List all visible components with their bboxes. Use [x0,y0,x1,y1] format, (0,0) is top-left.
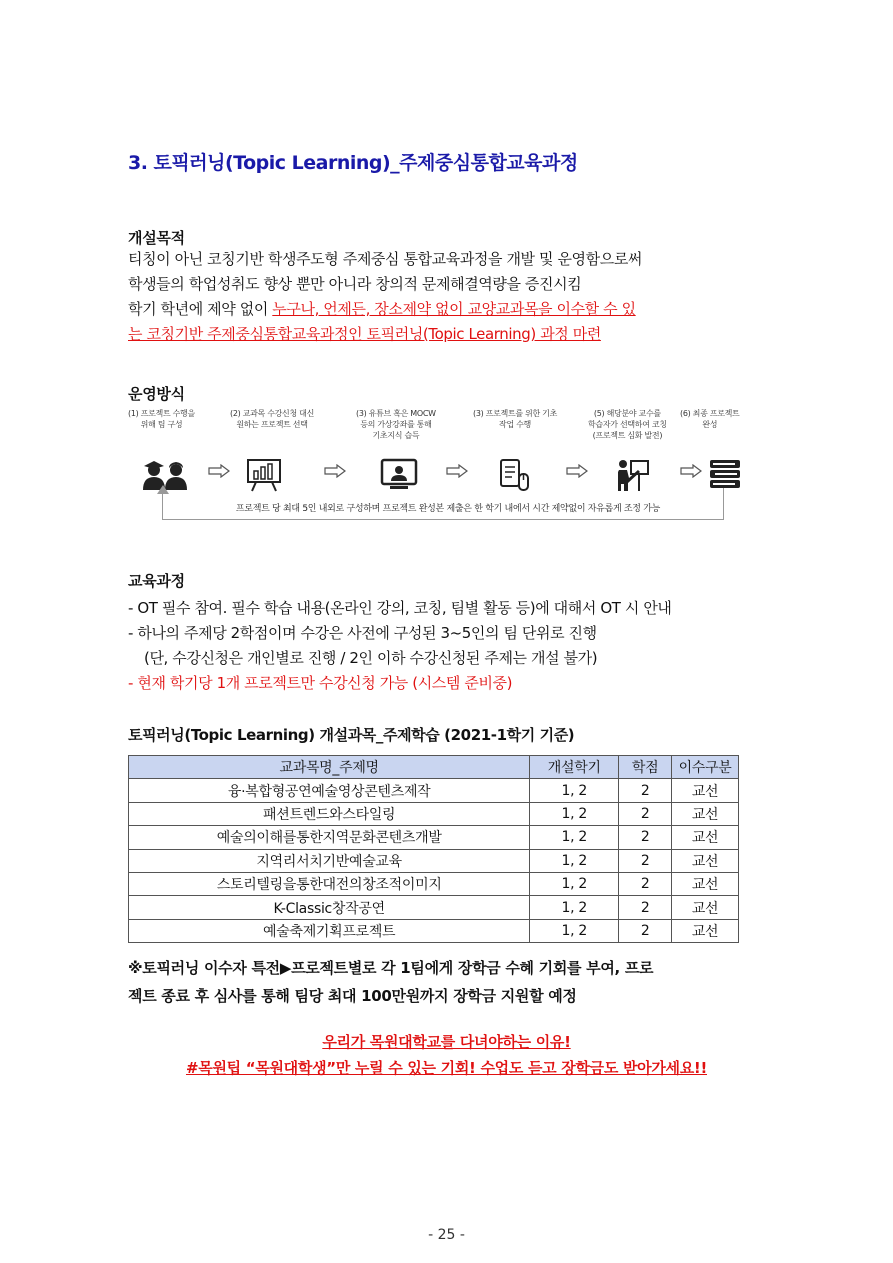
online-lecture-icon [380,458,418,490]
category: 교선 [672,872,739,895]
flow-step-1-line-1: (1) 프로젝트 수행을 [128,409,195,418]
course-table [128,755,739,943]
purpose-line-3-plain: 학기 학년에 제약 없이 [128,300,273,318]
scholarship-note-line-1: ※토픽러닝 이수자 특전▶프로젝트별로 각 1팀에게 장학금 수혜 기회를 부여, 프로 [128,959,654,977]
operation-heading: 운영방식 [128,385,185,403]
course-name: K-Classic창작공연 [129,896,530,919]
credits: 2 [619,896,672,919]
curriculum-item-1: - OT 필수 참여. 필수 학습 내용(온라인 강의, 코칭, 팀별 활동 등)에 대해서 OT 시 안내 [128,599,672,617]
flow-step-1 [128,408,195,430]
course-name: 예술의이해를통한지역문화콘텐츠개발 [129,826,530,849]
flow-step-4 [473,408,557,430]
curriculum-list [128,596,768,696]
semester: 1, 2 [530,872,619,895]
credits: 2 [619,849,672,872]
category: 교선 [672,849,739,872]
scholarship-note-line-2: 젝트 종료 후 심사를 통해 팀당 최대 100만원까지 장학금 지원할 예정 [128,987,577,1005]
table-title: 토픽러닝(Topic Learning) 개설과목_주제학습 (2021-1학기 기준) [128,726,575,744]
semester: 1, 2 [530,896,619,919]
category: 교선 [672,826,739,849]
flow-step-3-line-2: 등의 가상강좌를 통해 [360,420,432,429]
credits: 2 [619,872,672,895]
table-row [129,826,739,849]
table-row [129,872,739,895]
flow-step-2-line-1: (2) 교과목 수강신청 대신 [230,409,315,418]
notebook-icon [498,458,530,492]
loop-arrow-up-icon [157,485,169,495]
flow-step-2-line-2: 원하는 프로젝트 선택 [236,420,308,429]
purpose-line-1: 티칭이 아닌 코칭기반 학생주도형 주제중심 통합교육과정을 개발 및 운영함으로써 [128,250,643,268]
arrow-right-icon [324,464,346,478]
flow-step-3-line-1: (3) 유튜브 혹은 MOCW [356,409,436,418]
flow-step-2 [230,408,314,430]
course-name: 융·복합형공연예술영상콘텐츠제작 [129,779,530,802]
table-header: 개설학기 [530,756,619,779]
arrow-right-icon [566,464,588,478]
flow-step-3-line-3: 기초지식 습득 [372,431,420,440]
category: 교선 [672,802,739,825]
page-number: - 25 - [428,1227,465,1243]
credits: 2 [619,826,672,849]
scholarship-note [128,954,768,1010]
section-title: 3. 토픽러닝(Topic Learning)_주제중심통합교육과정 [128,152,578,174]
credits: 2 [619,779,672,802]
credits: 2 [619,919,672,942]
promo-line-1: 우리가 목원대학교를 다녀야하는 이유! [322,1033,571,1051]
purpose-line-2: 학생들의 학업성취도 향상 뿐만 아니라 창의적 문제해결역량을 증진시킴 [128,275,582,293]
flow-step-5-line-3: (프로젝트 심화 발전) [592,431,663,440]
flow-step-4-line-1: (3) 프로젝트를 위한 기초 [473,409,558,418]
purpose-paragraph [128,247,768,347]
flow-step-5 [588,408,667,441]
semester: 1, 2 [530,849,619,872]
purpose-line-4-highlight: 는 코칭기반 주제중심통합교육과정인 토픽러닝(Topic Learning) 과정 마련 [128,325,601,343]
flow-step-3 [356,408,436,441]
course-name: 스토리텔링을통한대전의창조적이미지 [129,872,530,895]
curriculum-item-2: - 하나의 주제당 2학점이며 수강은 사전에 구성된 3~5인의 팀 단위로 진행 [128,624,597,642]
table-header: 이수구분 [672,756,739,779]
arrow-right-icon [680,464,702,478]
table-row [129,919,739,942]
course-name: 패션트렌드와스타일링 [129,802,530,825]
operation-flow-diagram [128,408,768,526]
table-header-row [129,756,739,779]
loop-note-text: 프로젝트 당 최대 5인 내외로 구성하며 프로젝트 완성본 제출은 한 학기 내에서 시간 제약없이 자유롭게 조정 가능 [232,504,664,514]
arrow-right-icon [208,464,230,478]
course-name: 예술축제기획프로젝트 [129,919,530,942]
table-row [129,802,739,825]
flow-step-6-line-1: (6) 최종 프로젝트 [680,409,740,418]
flow-step-5-line-2: 학습자가 선택하여 코칭 [588,420,667,429]
promo-line-2: #목원팁 “목원대학생”만 누릴 수 있는 기회! 수업도 듣고 장학금도 받아가세요!! [185,1059,707,1077]
category: 교선 [672,779,739,802]
flow-step-6 [680,408,740,430]
curriculum-item-2-sub: (단, 수강신청은 개인별로 진행 / 2인 이하 수강신청된 주제는 개설 불가) [144,649,598,667]
semester: 1, 2 [530,919,619,942]
category: 교선 [672,896,739,919]
table-header: 교과목명_주제명 [129,756,530,779]
flow-step-6-line-2: 완성 [702,420,718,429]
flow-step-1-line-2: 위해 팀 구성 [140,420,183,429]
category: 교선 [672,919,739,942]
table-header: 학점 [619,756,672,779]
purpose-heading: 개설목적 [128,229,185,247]
coaching-icon [616,458,650,492]
books-icon [708,458,742,490]
semester: 1, 2 [530,779,619,802]
credits: 2 [619,802,672,825]
course-name: 지역리서치기반예술교육 [129,849,530,872]
table-row [129,849,739,872]
semester: 1, 2 [530,826,619,849]
flow-step-4-line-2: 작업 수행 [499,420,531,429]
loop-note [128,501,768,514]
semester: 1, 2 [530,802,619,825]
arrow-right-icon [446,464,468,478]
curriculum-item-3: - 현재 학기당 1개 프로젝트만 수강신청 가능 (시스템 준비중) [128,674,513,692]
table-row [129,779,739,802]
purpose-line-3 [128,297,768,322]
presentation-board-icon [246,458,282,492]
table-row [129,896,739,919]
flow-step-5-line-1: (5) 해당분야 교수를 [593,409,661,418]
purpose-line-3-highlight: 누구나, 언제든, 장소제약 없이 교양교과목을 이수할 수 있 [272,300,636,318]
curriculum-heading: 교육과정 [128,572,185,590]
